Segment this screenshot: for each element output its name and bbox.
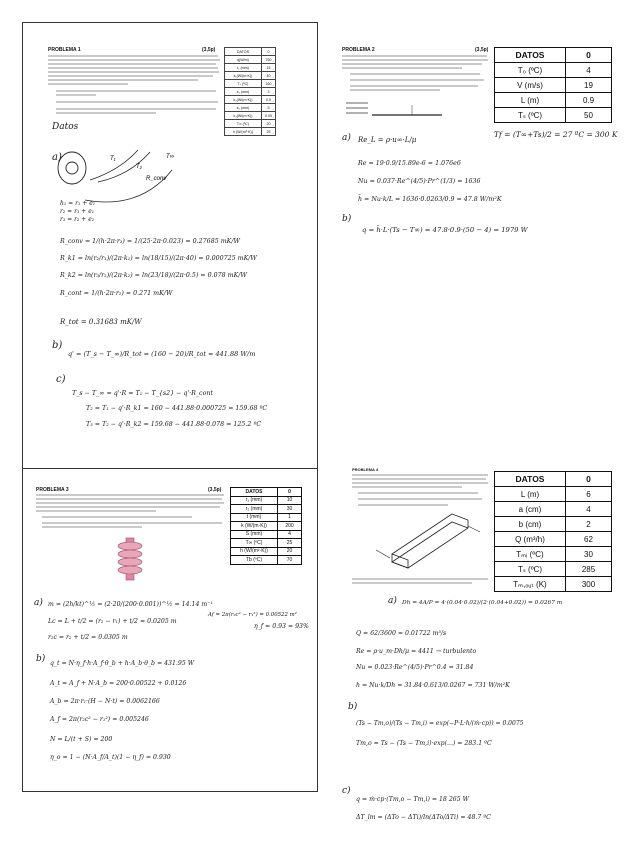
table-cell: 200 (278, 522, 302, 531)
table-header: DATOS (495, 48, 566, 63)
table-cell: 20 (278, 547, 302, 556)
p3-eq-af2: A_f = 2π(r₂c² − r₁²) = 0.005246 (50, 716, 149, 723)
p2-part-a-label: a) (342, 133, 351, 143)
table-cell: 10 (278, 496, 302, 505)
p4-part-c-label: c) (342, 786, 351, 796)
p4-eq-nu: Nu = 0.023·Re^(4/5)·Pr^0.4 = 31.84 (356, 664, 474, 671)
problem-1-title: PROBLEMA 1 (48, 47, 81, 53)
table-cell: 0.9 (566, 93, 612, 108)
p3-finned-tube-sketch (110, 538, 150, 580)
p1-part-b-label: b) (52, 340, 63, 351)
problem-2-points: (3,5p) (475, 47, 489, 53)
table-cell: k₃(W/(m·K)) (225, 112, 262, 120)
table-cell: T∞ (ºC) (225, 120, 262, 128)
p1-eq-c2: T₂ = T₁ − q'·R_k1 = 160 − 441.88·0.000725 = 159.68 ºC (86, 405, 268, 412)
p4-eq-re: Re = ρ·u_m·Dh/μ = 4411 → turbulento (356, 648, 477, 655)
p2-part-b-label: b) (342, 214, 352, 224)
table-cell: 2 (566, 517, 612, 532)
svg-text:T∞: T∞ (166, 154, 174, 160)
p4-eq-ratio: (Ts − Tm,o)/(Ts − Tm,i) = exp(−P·L·h/(ṁ·cp)) = 0.0075 (356, 720, 524, 727)
problem-3-points: (3,5p) (208, 487, 222, 493)
table-header: DATOS (225, 48, 262, 56)
table-header: 0 (278, 488, 302, 497)
p3-part-a-label: a) (34, 598, 43, 608)
table-cell: 6 (566, 487, 612, 502)
table-cell: V (m/s) (495, 78, 566, 93)
problem-1-data-table (224, 47, 276, 136)
p4-eq-qtot: q = ṁ·cp·(Tm,o − Tm,i) = 18 265 W (356, 796, 469, 803)
p1-eq-c3: T₃ = T₂ − q'·R_k2 = 159.68 − 441.88·0.078 = 125.2 ºC (86, 421, 262, 428)
problem-3-data-table (230, 487, 302, 565)
p3-eq-r2c: r₂c = r₂ + t/2 = 0.0305 m (48, 634, 128, 641)
table-cell: k₂(W/(m·K)) (225, 96, 262, 104)
p3-eq-ab: A_b = 2π·r₁·(H − N·t) = 0.0062166 (50, 698, 160, 705)
table-cell: Tₛ (ºC) (495, 562, 566, 577)
table-cell: a (cm) (495, 502, 566, 517)
table-cell: 40 (261, 72, 275, 80)
p1-eq-rcont: R_cont = 1/(h·2π·r₂) = 0.271 mK/W (60, 290, 173, 297)
table-cell: k (W/(m·K)) (231, 522, 278, 531)
p4-eq-lmtd: ΔT_lm = (ΔTo − ΔTi)/ln(ΔTo/ΔTi) = 48.7 ºC (356, 814, 491, 821)
table-cell: 50 (566, 108, 612, 123)
p4-duct-sketch (372, 512, 482, 572)
table-header: 0 (566, 472, 612, 487)
table-cell: 5 (261, 104, 275, 112)
table-cell: 300 (566, 577, 612, 592)
p2-eq-h: h̄ = Nu·k/L = 1636·0.0263/0.9 = 47.8 W/m²K (358, 196, 502, 203)
p1-eq-heat: q' = (T_s − T_∞)/R_tot = (160 − 20)/R_tot = 441.88 W/m (68, 350, 256, 358)
table-cell: 4 (278, 530, 302, 539)
svg-text:R_conv: R_conv (146, 176, 167, 182)
p4-part-a-label: a) (388, 596, 397, 606)
table-cell: 70 (278, 556, 302, 565)
p4-eq-q: Q = 62/3600 = 0.01722 m³/s (356, 630, 447, 637)
table-cell: 20 (261, 120, 275, 128)
p3-eq-qt: q_t = N·η_f·h·A_f·θ_b + h·A_b·θ_b = 431.95 W (50, 660, 195, 667)
p4-eq-tmo: Tm,o = Ts − (Ts − Tm,i)·exp(...) = 283.1 ºC (356, 740, 492, 747)
p4-eq-dh: Dh = 4A/P = 4·(0.04·0.02)/(2·(0.04+0.02)) = 0.0267 m (402, 600, 563, 606)
p2-plate-sketch (342, 99, 452, 121)
problem-2-title: PROBLEMA 2 (342, 47, 375, 53)
p2-eq-re-num: Re = 19·0.9/15.89e-6 = 1.076e6 (358, 160, 461, 167)
problem-2-data-table (494, 47, 612, 123)
table-cell: 62 (566, 532, 612, 547)
table-cell: 4 (566, 502, 612, 517)
p3-eq-m: m = (2h/kt)^½ = (2·20/(200·0.001))^½ = 14.14 m⁻¹ (48, 601, 213, 608)
table-cell: r₁ (mm) (225, 64, 262, 72)
p1-h-line-2: r₂ = r₁ + e₁ (60, 208, 95, 215)
p1-datos-label: Datos (52, 122, 79, 132)
table-cell: 30 (278, 505, 302, 514)
table-cell: k₁(W/(m·K)) (225, 72, 262, 80)
table-cell: 285 (566, 562, 612, 577)
problem-1-points: (3,5p) (202, 47, 216, 53)
p1-eq-rk1: R_k1 = ln(r₂/r₁)/(2π·k₁) = ln(18/15)/(2π·40) = 0.000725 mK/W (60, 255, 257, 262)
table-cell: L (m) (495, 487, 566, 502)
table-cell: r₁ (mm) (231, 496, 278, 505)
table-cell: 30 (566, 547, 612, 562)
p1-part-c-label: c) (56, 374, 66, 385)
table-cell: S (mm) (231, 530, 278, 539)
table-cell: Tₘ,ₒᵤₜ (K) (495, 577, 566, 592)
table-cell: q(W/m) (225, 56, 262, 64)
p1-eq-rconv: R_conv = 1/(h·2π·r₃) = 1/(25·2π·0.023) = 0.27685 mK/W (60, 238, 240, 245)
p3-eq-lc: Lc = L + t/2 = (r₂ − r₁) + t/2 = 0.0205 m (48, 618, 177, 625)
p1-part-a-label: a) (52, 152, 62, 163)
problem-3-title: PROBLEMA 3 (36, 487, 69, 493)
table-cell: 3 (261, 88, 275, 96)
table-cell: 15 (261, 64, 275, 72)
table-cell: t (mm) (231, 513, 278, 522)
table-cell: 1 (278, 513, 302, 522)
table-cell: 4 (566, 63, 612, 78)
table-cell: 0.05 (261, 112, 275, 120)
table-cell: h (W/(m²·K)) (231, 547, 278, 556)
p2-eq-q: q = h̄·L·(Ts − T∞) = 47.8·0.9·(50 − 4) = 1979 W (362, 226, 528, 234)
p1-h-line-1: h₁ = r₁ + e₁ (60, 200, 96, 207)
p3-part-b-label: b) (36, 654, 46, 664)
problem-4-data-table (494, 471, 612, 592)
p3-eq-eta: η_f = 0.93 = 93% (254, 623, 309, 630)
problem-4-title: PROBLEMA 4 (352, 467, 379, 472)
table-cell: Tₛ (ºC) (225, 80, 262, 88)
table-cell: T∞ (ºC) (231, 539, 278, 548)
table-cell: Tb (ºC) (231, 556, 278, 565)
p2-eq-nu: Nu = 0.037·Re^(4/5)·Pr^(1/3) = 1636 (358, 178, 481, 185)
table-header: DATOS (495, 472, 566, 487)
p1-eq-c1: T_s − T_∞ = q'·R = T₁ − T_{s2} − q'·R_cont (72, 390, 213, 397)
svg-text:T₂: T₂ (136, 164, 142, 170)
p3-eq-n: N = L/(t + S) = 200 (50, 736, 113, 743)
table-cell: T₀ (ºC) (495, 63, 566, 78)
table-cell: L (m) (495, 93, 566, 108)
table-cell: 19 (566, 78, 612, 93)
table-header: DATOS (231, 488, 278, 497)
table-header: 0 (261, 48, 275, 56)
p1-eq-rtot: R_tot = 0.31683 mK/W (60, 318, 142, 326)
table-cell: 160 (261, 80, 275, 88)
table-cell: h (W/(m²·K)) (225, 128, 262, 136)
table-cell: Q (m³/h) (495, 532, 566, 547)
p3-eq-eta-o: η_o = 1 − (N·A_f/A_t)(1 − η_f) = 0.930 (50, 754, 171, 761)
svg-text:T₁: T₁ (110, 156, 116, 162)
p3-eq-at: A_t = A_f + N·A_b = 200·0.00522 + 0.0126 (50, 680, 187, 687)
p4-eq-h: h = Nu·k/Dh = 31.84·0.613/0.0267 = 731 W/m²K (356, 682, 510, 689)
table-cell: e₁ (mm) (225, 88, 262, 96)
table-cell: r₂ (mm) (231, 505, 278, 514)
table-cell: b (cm) (495, 517, 566, 532)
table-cell: Tₛ (ºC) (495, 108, 566, 123)
p1-h-line-3: r₃ = r₂ + e₂ (60, 216, 95, 223)
table-cell: 0.5 (261, 96, 275, 104)
p3-eq-af: Af = 2π(r₂c² − r₁²) = 0.00522 m² (208, 612, 297, 618)
p4-part-b-label: b) (348, 702, 358, 712)
p2-eq-tf: Tf = (T∞+Ts)/2 = 27 ºC = 300 K (494, 130, 618, 139)
table-cell: 25 (261, 128, 275, 136)
p1-eq-rk2: R_k2 = ln(r₃/r₂)/(2π·k₂) = ln(23/18)/(2π·0.5) = 0.078 mK/W (60, 272, 247, 279)
table-cell: 25 (278, 539, 302, 548)
table-cell: 760 (261, 56, 275, 64)
table-header: 0 (566, 48, 612, 63)
table-cell: Tₘᵢ (ºC) (495, 547, 566, 562)
p2-eq-re: Re_L = ρ·u∞·L/μ (358, 136, 417, 144)
table-cell: e₂ (mm) (225, 104, 262, 112)
